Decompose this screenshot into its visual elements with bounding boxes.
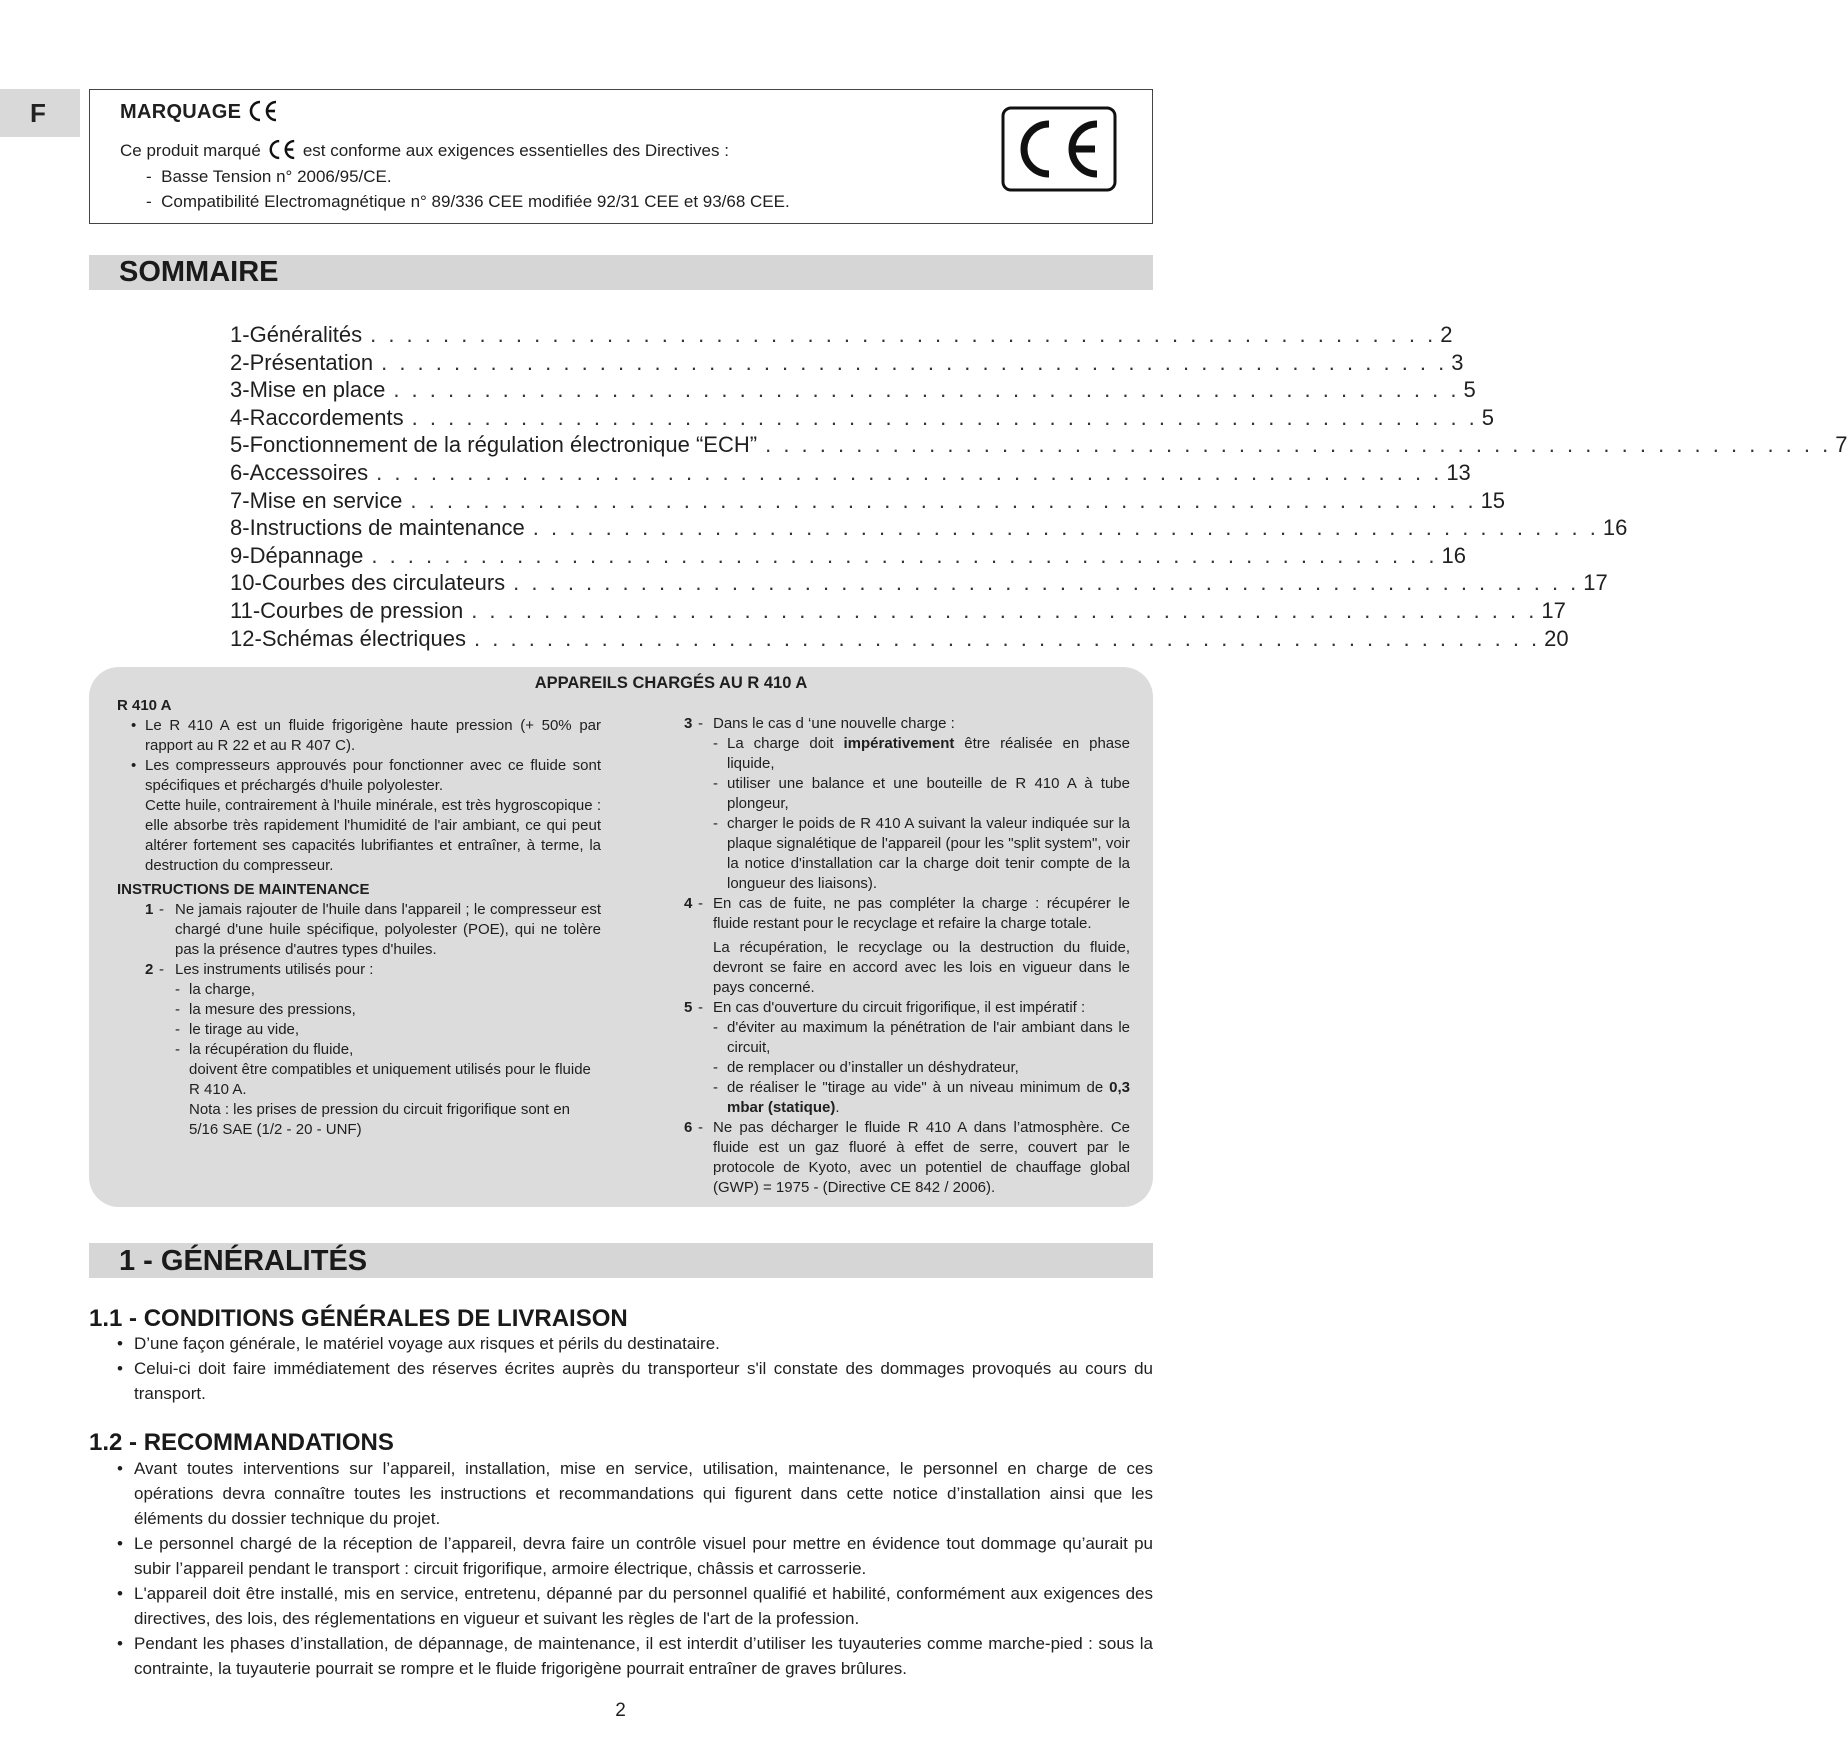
toc-entry-page: 16 — [1602, 515, 1628, 541]
ce-logo-icon — [1001, 106, 1117, 192]
ce-marking-box — [89, 89, 1153, 224]
toc-entry-page: 13 — [1446, 459, 1471, 485]
toc-entry-label: Mise en place — [249, 377, 386, 403]
toc-entry-label: Courbes des circulateurs — [261, 570, 506, 596]
sub-item: - charger le poids de R 410 A suivant la valeur indiquée sur la plaque signalétique de l'appareil (pour les "split system", voir la notice d'installation car la charge doit tenir compte de la longueur des liaisons). — [713, 815, 1130, 892]
item-text: Ne jamais rajouter de l'huile dans l'appareil ; le compresseur est chargé d'une huile spécifique, polyolester (POE), qui ne tolère pas la présence d'autres types d'huiles. — [175, 901, 601, 958]
toc-entry-number: 10 — [230, 570, 255, 596]
sub-item: - la mesure des pressions, — [175, 1001, 356, 1018]
toc-leader-dots: . . . . . . . . . . . . . . . . . . . . . . . . . . . . . . . . . . . . . . . . . . . . . . . . . . . . . . . . . . . — [393, 377, 1460, 403]
toc-entry — [230, 459, 1471, 487]
toc-entry-page: 20 — [1544, 625, 1569, 651]
list-item: • Pendant les phases d’installation, de dépannage, de maintenance, il est interdit d’utiliser les tuyauteries comme marche-pied : sous la contrainte, la tuyauterie pourrait se rompre et le fluide frigorigène pourrait entraîner de graves brûlures. — [117, 1634, 1153, 1678]
language-tab: F — [0, 89, 80, 137]
toc-leader-dots: . . . . . . . . . . . . . . . . . . . . . . . . . . . . . . . . . . . . . . . . . . . . . . . . . . . . . . . . . . . — [371, 542, 1438, 568]
sub-item: - La charge doit impérativement être réalisée en phase liquide, — [713, 735, 1130, 772]
r410a-right-column — [684, 714, 1130, 1198]
r410a-subtitle: R 410 A — [117, 697, 172, 714]
toc-entry-number: 6 — [230, 459, 243, 485]
toc-entry-number: 3 — [230, 377, 243, 403]
toc-entry — [230, 487, 1506, 515]
directive-item: - Basse Tension n° 2006/95/CE. — [146, 167, 392, 186]
item-note: Nota : les prises de pression du circuit frigorifique sont en 5/16 SAE (1/2 - 20 - UNF) — [189, 1101, 571, 1138]
list-item: • Les compresseurs approuvés pour fonctionner avec ce fluide sont spécifiques et préchargés d'huile polyolester. — [131, 757, 601, 794]
directive-text: Compatibilité Electromagnétique n° 89/336 CEE modifiée 92/31 CEE et 93/68 CEE. — [161, 192, 790, 211]
toc-entry-page: 7 — [1835, 432, 1847, 458]
list-item: 2 - Les instruments utilisés pour : — [145, 961, 374, 978]
toc-separator: - — [242, 377, 250, 403]
toc-separator: - — [252, 597, 261, 623]
toc-entry — [230, 321, 1453, 349]
toc-entry-page: 2 — [1440, 322, 1453, 347]
toc-entry-label: Instructions de maintenance — [249, 515, 525, 541]
sub-item: - utiliser une balance et une bouteille de R 410 A à tube plongeur, — [713, 775, 1130, 812]
list-item: • D’une façon générale, le matériel voyage aux risques et périls du destinataire. — [117, 1334, 720, 1353]
sub-item: - de réaliser le "tirage au vide" à un niveau minimum de 0,3 mbar (statique). — [713, 1079, 1130, 1116]
list-item: • Celui-ci doit faire immédiatement des réserves écrites auprès du transporteur s'il constate des dommages provoqués au cours du transport. — [117, 1359, 1153, 1403]
list-item: 5 - En cas d'ouverture du circuit frigorifique, il est impératif : — [684, 999, 1086, 1016]
toc-entry-page: 17 — [1541, 597, 1566, 623]
sommaire-header — [89, 255, 1153, 290]
ce-mark-icon — [247, 100, 279, 122]
directive-list — [146, 164, 790, 214]
list-item: • Le R 410 A est un fluide frigorigène haute pression (+ 50% par rapport au R 22 et au R 407 C). — [131, 717, 601, 754]
toc-entry-number: 2 — [230, 349, 243, 375]
toc-entry-page: 3 — [1451, 349, 1464, 375]
livraison-heading: 1.1 - CONDITIONS GÉNÉRALES DE LIVRAISON — [89, 1305, 628, 1332]
toc-leader-dots: . . . . . . . . . . . . . . . . . . . . . . . . . . . . . . . . . . . . . . . . . . . . . . . . . . . . . . . . . . . — [376, 459, 1443, 485]
toc-entry-label: Présentation — [249, 349, 374, 375]
sub-item: - la récupération du fluide, — [175, 1041, 354, 1058]
list-item: • L'appareil doit être installé, mis en service, entretenu, dépanné par du personnel qualifié et habilité, conformément aux exigences des directives, des lois, des réglementations en vigueur et suivant les règles de l'art de la profession. — [117, 1584, 1153, 1628]
toc-entry — [230, 569, 1608, 597]
toc-entry-number: 9 — [230, 542, 243, 568]
toc-entry — [230, 376, 1476, 404]
toc-separator: - — [242, 515, 250, 541]
toc-leader-dots: . . . . . . . . . . . . . . . . . . . . . . . . . . . . . . . . . . . . . . . . . . . . . . . . . . . . . . . . . . . — [532, 515, 1599, 541]
directive-text: Basse Tension n° 2006/95/CE. — [161, 167, 392, 186]
toc-separator: - — [242, 349, 250, 375]
sub-item: - le tirage au vide, — [175, 1021, 300, 1038]
table-of-contents — [230, 321, 1847, 652]
list-item: • Avant toutes interventions sur l’appareil, installation, mise en service, utilisation, maintenance, le personnel en charge de ces opérations devra connaître toutes les instructions et recommandations qui figurent dans cette notice d’installation ainsi que les éléments du dossier technique du projet. — [117, 1459, 1153, 1528]
toc-entry-page: 17 — [1583, 570, 1608, 596]
toc-entry-label: Fonctionnement de la régulation électronique “ECH” — [249, 432, 758, 458]
list-item: 4 - En cas de fuite, ne pas compléter la charge : récupérer le fluide restant pour le recyclage et refaire la charge totale. — [684, 895, 1130, 932]
toc-separator: - — [254, 625, 262, 651]
toc-leader-dots: . . . . . . . . . . . . . . . . . . . . . . . . . . . . . . . . . . . . . . . . . . . . . . . . . . . . . . . . . . . — [513, 570, 1580, 596]
marquage-intro-before: Ce produit marqué — [120, 141, 261, 160]
generalites-title: 1 - GÉNÉRALITÉS — [119, 1245, 368, 1277]
recommandations-list — [89, 1456, 1153, 1681]
sub-item: - d'éviter au maximum la pénétration de l'air ambiant dans le circuit, — [713, 1019, 1130, 1056]
bullet-continuation: Cette huile, contrairement à l'huile minérale, est très hygroscopique : elle absorbe très rapidement l'humidité de l'air ambiant, ce qui peut altérer fortement ses capacités lubrifiantes et entraîner, à terme, la destruction du compresseur. — [145, 797, 601, 874]
toc-entry-label: Dépannage — [249, 542, 364, 568]
toc-entry-label: Courbes de pression — [260, 597, 464, 623]
marquage-title — [120, 100, 279, 124]
toc-entry-number: 12 — [230, 625, 255, 651]
sub-item: - la charge, — [175, 981, 255, 998]
toc-entry — [230, 514, 1628, 542]
item-continuation: La récupération, le recyclage ou la destruction du fluide, devront se faire en accord avec les lois en vigueur dans le pays concerné. — [713, 939, 1130, 996]
item-continuation: doivent être compatibles et uniquement utilisés pour le fluide R 410 A. — [189, 1061, 591, 1098]
page-number: 2 — [615, 1700, 626, 1721]
toc-entry-page: 15 — [1480, 487, 1506, 513]
marquage-intro-after: est conforme aux exigences essentielles des Directives : — [302, 141, 729, 160]
toc-entry-page: 5 — [1463, 377, 1476, 403]
toc-leader-dots: . . . . . . . . . . . . . . . . . . . . . . . . . . . . . . . . . . . . . . . . . . . . . . . . . . . . . . . . . . . — [381, 349, 1448, 375]
maintenance-subtitle: INSTRUCTIONS DE MAINTENANCE — [117, 881, 370, 898]
toc-entry-label: Schémas électriques — [261, 625, 467, 651]
toc-entry — [230, 349, 1464, 377]
toc-separator: - — [242, 322, 250, 347]
toc-separator: - — [254, 570, 262, 596]
directive-item: - Compatibilité Electromagnétique n° 89/336 CEE modifiée 92/31 CEE et 93/68 CEE. — [146, 192, 790, 211]
toc-leader-dots: . . . . . . . . . . . . . . . . . . . . . . . . . . . . . . . . . . . . . . . . . . . . . . . . . . . . . . . . . . . — [474, 625, 1541, 651]
toc-entry-number: 7 — [230, 487, 243, 513]
bullet-text: Les compresseurs approuvés pour fonctionner avec ce fluide sont spécifiques et préchargés d'huile polyolester. — [145, 757, 601, 794]
ce-mark-inline-icon — [267, 139, 297, 160]
toc-entry-label: Raccordements — [249, 404, 404, 430]
list-item: 1 - Ne jamais rajouter de l'huile dans l'appareil ; le compresseur est chargé d'une huile spécifique, polyolester (POE), qui ne tolère pas la présence d'autres types d'huiles. — [145, 901, 601, 958]
toc-entry-number: 5 — [230, 432, 243, 458]
toc-leader-dots: . . . . . . . . . . . . . . . . . . . . . . . . . . . . . . . . . . . . . . . . . . . . . . . . . . . . . . . . . . . — [471, 597, 1538, 623]
generalites-header — [89, 1243, 1153, 1278]
toc-entry-number: 4 — [230, 404, 243, 430]
toc-leader-dots: . . . . . . . . . . . . . . . . . . . . . . . . . . . . . . . . . . . . . . . . . . . . . . . . . . . . . . . . . . . — [765, 432, 1832, 458]
item-text: Les instruments utilisés pour : — [175, 961, 374, 978]
toc-leader-dots: . . . . . . . . . . . . . . . . . . . . . . . . . . . . . . . . . . . . . . . . . . . . . . . . . . . . . . . . . . . — [410, 487, 1477, 513]
recommandations-heading: 1.2 - RECOMMANDATIONS — [89, 1429, 394, 1456]
sub-item: - de remplacer ou d’installer un déshydrateur, — [713, 1059, 1019, 1076]
toc-entry-number: 8 — [230, 515, 243, 541]
marquage-intro — [120, 138, 729, 164]
toc-separator: - — [242, 487, 250, 513]
toc-leader-dots: . . . . . . . . . . . . . . . . . . . . . . . . . . . . . . . . . . . . . . . . . . . . . . . . . . . . . . . . . . . — [370, 322, 1437, 347]
r410a-box-title: APPAREILS CHARGÉS AU R 410 A — [534, 674, 808, 692]
list-item: • Le personnel chargé de la réception de l’appareil, devra faire un contrôle visuel pour mettre en évidence tout dommage qu’aurait pu subir l’appareil pendant le transport : circuit frigorifique, armoire électrique, châssis et carrosserie. — [117, 1534, 1153, 1578]
bullet-text: Le R 410 A est un fluide frigorigène haute pression (+ 50% par rapport au R 22 et au R 407 C). — [145, 717, 601, 754]
toc-entry — [230, 404, 1495, 432]
list-item: 3 - Dans le cas d ‘une nouvelle charge : — [684, 715, 955, 732]
toc-entry — [230, 542, 1466, 570]
toc-entry-label: Généralités — [249, 322, 363, 347]
r410a-left-column — [117, 696, 601, 1140]
livraison-list — [89, 1331, 1153, 1406]
toc-leader-dots: . . . . . . . . . . . . . . . . . . . . . . . . . . . . . . . . . . . . . . . . . . . . . . . . . . . . . . . . . . . — [411, 404, 1478, 430]
toc-entry-label: Accessoires — [249, 459, 369, 485]
toc-entry-page: 5 — [1481, 404, 1495, 430]
list-item: 6 - Ne pas décharger le fluide R 410 A dans l’atmosphère. Ce fluide est un gaz fluoré à effet de serre, couvert par le protocole de Kyoto, avec un potentiel de chauffage global (GWP) = 1975 - (Directive CE 842 / 2006). — [684, 1119, 1130, 1196]
sommaire-title: SOMMAIRE — [119, 256, 279, 288]
marquage-title-text: MARQUAGE — [120, 101, 242, 123]
toc-entry — [230, 625, 1569, 653]
toc-entry — [230, 597, 1566, 625]
toc-separator: - — [242, 432, 250, 458]
toc-entry — [230, 431, 1847, 459]
r410a-info-box — [89, 667, 1153, 1207]
toc-separator: - — [242, 459, 250, 485]
toc-entry-number: 1 — [230, 322, 243, 347]
toc-entry-number: 11 — [230, 597, 253, 623]
toc-entry-label: Mise en service — [249, 487, 403, 513]
toc-separator: - — [242, 542, 250, 568]
toc-entry-page: 16 — [1441, 542, 1466, 568]
toc-separator: - — [242, 404, 250, 430]
